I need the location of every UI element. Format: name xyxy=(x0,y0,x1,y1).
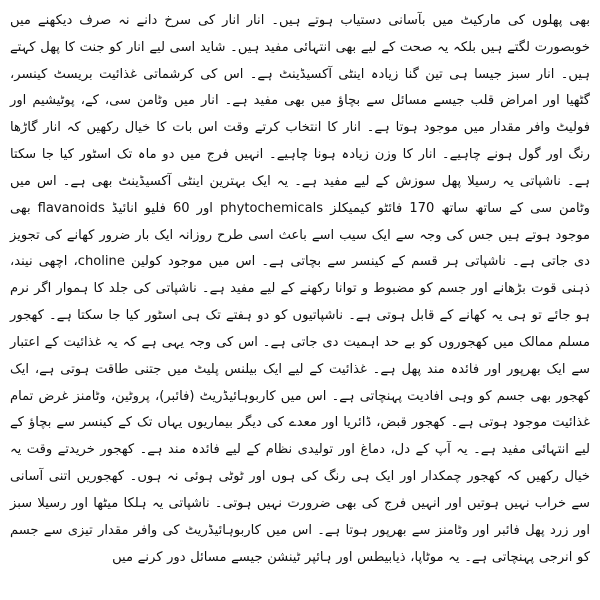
article-body xyxy=(10,8,590,571)
article-paragraph: بھی پھلوں کی مارکیٹ میں بآسانی دستیاب ہوتے ہیں۔ انار انار کی سرخ دانے نہ صرف دیکھنے میں خوبصورت لگتے ہیں بلکہ یہ صحت کے لیے بھی انتہائی مفید ہیں۔ شاید اسی لیے انار کو جنت کا پھل کہتے ہیں۔ انار سبز جیسا ہی تین گنا زیادہ اینٹی آکسیڈینٹ ہے۔ اس کی کرشماتی غذائیت بریسٹ کینسر، گٹھیا اور امراض قلب جیسے مسائل سے بچاؤ میں بھی مفید ہے۔ انار میں وٹامن سی، کے، پوٹیشیم اور فولیٹ وافر مقدار میں موجود ہوتا ہے۔ انار کا انتخاب کرتے وقت اس بات کا خیال رکھیں کہ انار گاڑھا رنگ اور گول ہونے چاہیے۔ انار کا وزن زیادہ ہونا چاہیے۔ انہیں فرج میں دو ماہ تک اسٹور کیا جا سکتا ہے۔ ناشپاتی یہ رسیلا پھل سوزش کے لیے مفید ہے۔ یہ ایک بہترین اینٹی آکسیڈینٹ بھی ہے۔ اس میں وٹامن سی کے ساتھ ساتھ 170 فائٹو کیمیکلز phytochemicals اور 60 فلیو انائیڈ flavanoids بھی موجود ہوتے ہیں جس کی وجہ سے ایک سیب اسے باعث اسی طرح روزانہ ایک بار ضرور کھانے کی تجویز دی جاتی ہے۔ ناشپاتی ہر قسم کے کینسر سے بچاتی ہے۔ اس میں موجود کولین choline، اچھی نیند، ذہنی قوت بڑھانے اور جسم کو مضبوط و توانا رکھنے کے لیے مفید ہے۔ ناشپاتی کی جلد کا ہموار اگر نرم ہو جائے تو ہی یہ کھانے کے قابل ہوتی ہے۔ ناشپاتیوں کو دو ہفتے تک ہی اسٹور کیا جا سکتا ہے۔ کھجور مسلم ممالک میں کھجوروں کو بے حد اہمیت دی جاتی ہے۔ اس کی وجہ یہی ہے کہ یہ غذائیت کے اعتبار سے ایک بھرپور اور فائدہ مند پھل ہے۔ غذائیت کے لیے ایک بیلنس پلیٹ میں جتنی طاقت ہوتی ہے، ایک کھجور بھی جسم کو وہی افادیت پہنچاتی ہے۔ اس میں کاربوہائیڈریٹ (فائبر)، پروٹین، وٹامنز غرض تمام غذائیت موجود ہوتی ہے۔ کھجور قبض، ڈائریا اور معدے کی دیگر بیماریوں یہاں تک کے کینسر سے بچاؤ کے لیے انتہائی مفید ہے۔ یہ آپ کے دل، دماغ اور تولیدی نظام کے لیے فائدہ مند ہے۔ کھجور خریدتے وقت یہ خیال رکھیں کہ کھجور چمکدار اور ایک ہی رنگ کی ہوں اور ٹوٹی ہوئی نہ ہوں۔ کھجوریں اتنی آسانی سے خراب نہیں ہوتیں اور انہیں فرج کی بھی ضرورت نہیں ہوتی۔ ناشپاتی یہ ہلکا میٹھا اور رسیلا سبز اور زرد پھل فائبر اور وٹامنز سے بھرپور ہوتا ہے۔ اس میں کاربوہائیڈریٹ کی وافر مقدار تیزی سے جسم کو انرجی پہنچاتی ہے۔ یہ موٹاپا، ذیابیطس اور ہائپر ٹینشن جیسے مسائل دور کرنے میں xyxy=(10,13,590,565)
